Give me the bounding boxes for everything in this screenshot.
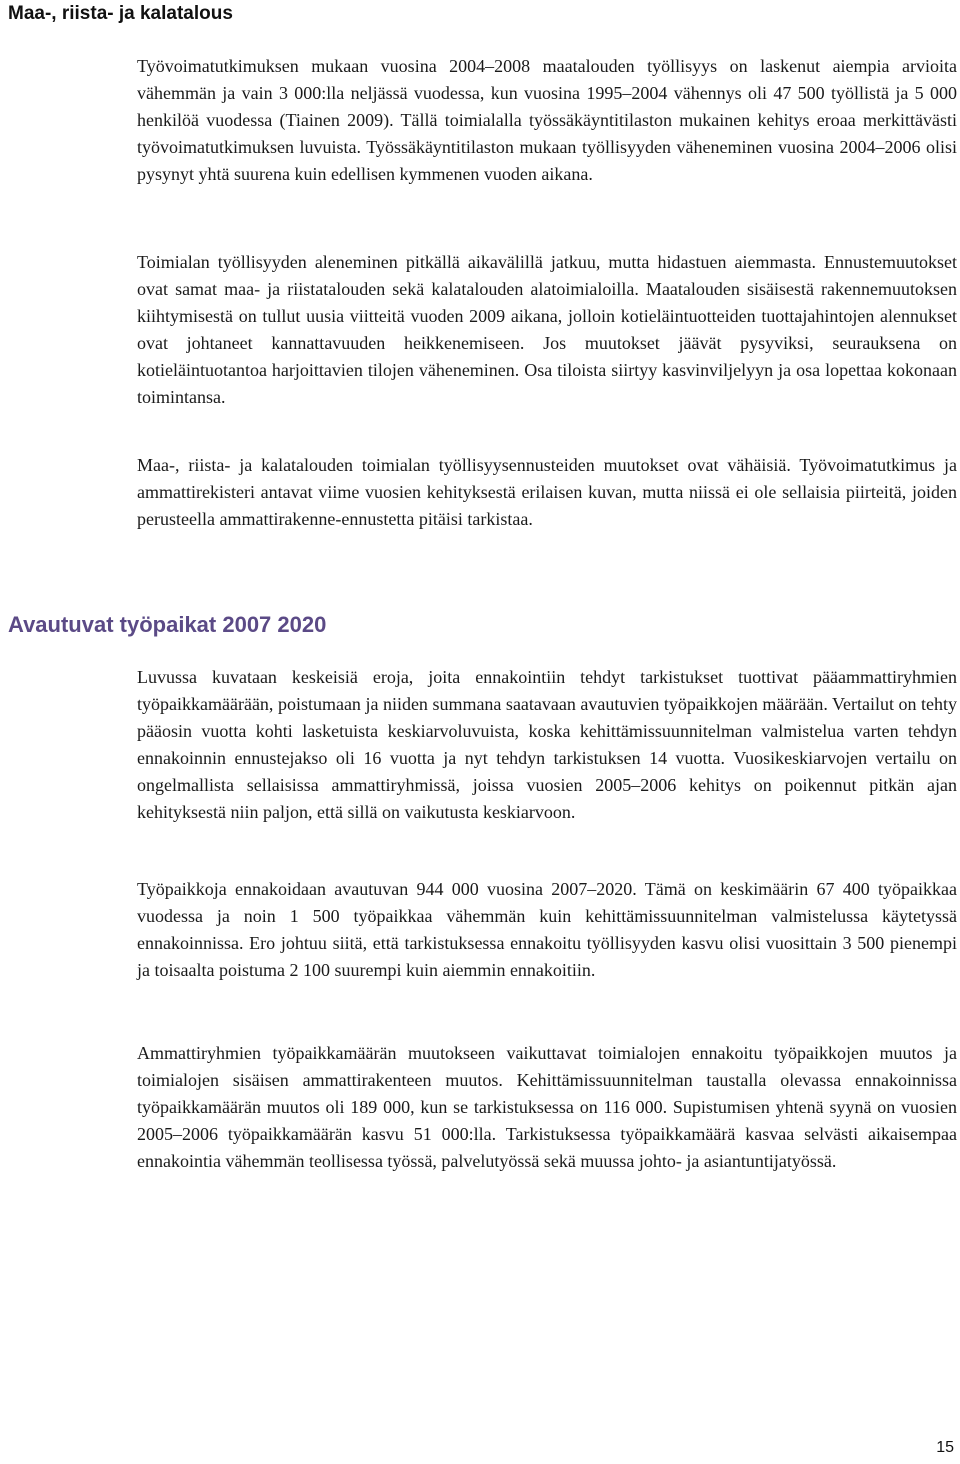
section-paragraph <box>137 452 957 533</box>
paragraph-text: Työvoimatutkimuksen mukaan vuosina 2004–2008 maatalouden työllisyys on laskenut aiempia arvioita vähemmän ja vain 3 000:lla neljässä vuodessa, kun vuosina 1995–2004 vähennys oli 47 500 työllistä ja 5 000 henkilöä vuodessa (Tiainen 2009). Tällä toimialalla työssäkäyntitilaston mukainen kehitys eroaa merkittävästi työvoimatutkimuksen luvuista. Työssäkäyntitilaston mukaan työllisyyden väheneminen vuosina 2004–2006 olisi pysynyt yhtä suurena kuin edellisen kymmenen vuoden aikana. <box>137 56 957 184</box>
paragraph-text: Toimialan työllisyyden aleneminen pitkällä aikavälillä jatkuu, mutta hidastuen aiemmasta. Ennustemuutokset ovat samat maa- ja riistatalouden sekä kalatalouden alatoimialoilla. Maatalouden sisäisestä rakennemuutoksen kiihtymisestä on tullut uusia viitteitä vuoden 2009 aikana, jolloin kotieläintuotteiden tuottajahintojen alennukset ovat johtaneet kannattavuuden heikkenemiseen. Jos muutokset jäävät pysyviksi, seurauksena on kotieläintuotantoa harjoittavien tilojen väheneminen. Osa tiloista siirtyy kasvinviljelyyn ja osa lopettaa kokonaan toimintansa. <box>137 252 957 407</box>
page-number: 15 <box>936 1439 954 1456</box>
subsection-heading: Avautuvat työpaikat 2007 2020 <box>8 612 327 637</box>
paragraph-text: Ammattiryhmien työpaikkamäärän muutokseen vaikuttavat toimialojen ennakoitu työpaikkojen muutos ja toimialojen sisäisen ammattirakenteen muutos. Kehittämissuunnitelman taustalla olevassa ennakoinnissa työpaikkamäärän muutos oli 189 000, kun se tarkistuksessa on 116 000. Supistumisen yhtenä syynä on vuosien 2005–2006 työpaikkamäärän kasvu 51 000:lla. Tarkistuksessa työpaikkamäärä kasvaa selvästi aikaisempaa ennakointia vähemmän teollisessa työssä, palvelutyössä sekä muussa johto- ja asiantuntijatyössä. <box>137 1043 957 1171</box>
subsection-paragraph <box>137 1040 957 1175</box>
section-paragraph <box>137 249 957 411</box>
section-paragraph <box>137 53 957 188</box>
subsection-paragraph <box>137 876 957 984</box>
subsection-paragraph <box>137 664 957 826</box>
paragraph-text: Maa-, riista- ja kalatalouden toimialan työllisyysennusteiden muutokset ovat vähäisiä. Työvoimatutkimus ja ammattirekisteri antavat viime vuosien kehityksestä erilaisen kuvan, mutta niissä ei ole sellaisia piirteitä, joiden perusteella ammattirakenne-ennustetta pitäisi tarkistaa. <box>137 455 957 529</box>
section-heading: Maa-, riista- ja kalatalous <box>8 3 233 24</box>
paragraph-text: Luvussa kuvataan keskeisiä eroja, joita ennakointiin tehdyt tarkistukset tuottivat pääammattiryhmien työpaikkamäärään, poistumaan ja niiden summana saatavaan avautuvien työpaikkojen määrään. Vertailut on tehty pääosin vuotta kohti lasketuista keskiarvoluvuista, koska kehittämissuunnitelman valmistelua varten tehdyn ennakoinnin ennustejakso oli 16 vuotta ja nyt tehdyn tarkistuksen 14 vuotta. Vuosikeskiarvojen vertailu on ongelmallista sellaisissa ammattiryhmissä, joissa vuosien 2005–2006 kehitys on poikennut pitkän ajan kehityksestä niin paljon, että sillä on vaikutusta keskiarvoon. <box>137 667 957 822</box>
paragraph-text: Työpaikkoja ennakoidaan avautuvan 944 000 vuosina 2007–2020. Tämä on keskimäärin 67 400 työpaikkaa vuodessa ja noin 1 500 työpaikkaa vähemmän kuin kehittämissuunnitelman valmistelussa käytetyssä ennakoinnissa. Ero johtuu siitä, että tarkistuksessa ennakoitu työllisyyden kasvu olisi vuosittain 3 500 pienempi ja toisaalta poistuma 2 100 suurempi kuin aiemmin ennakoitiin. <box>137 879 957 980</box>
